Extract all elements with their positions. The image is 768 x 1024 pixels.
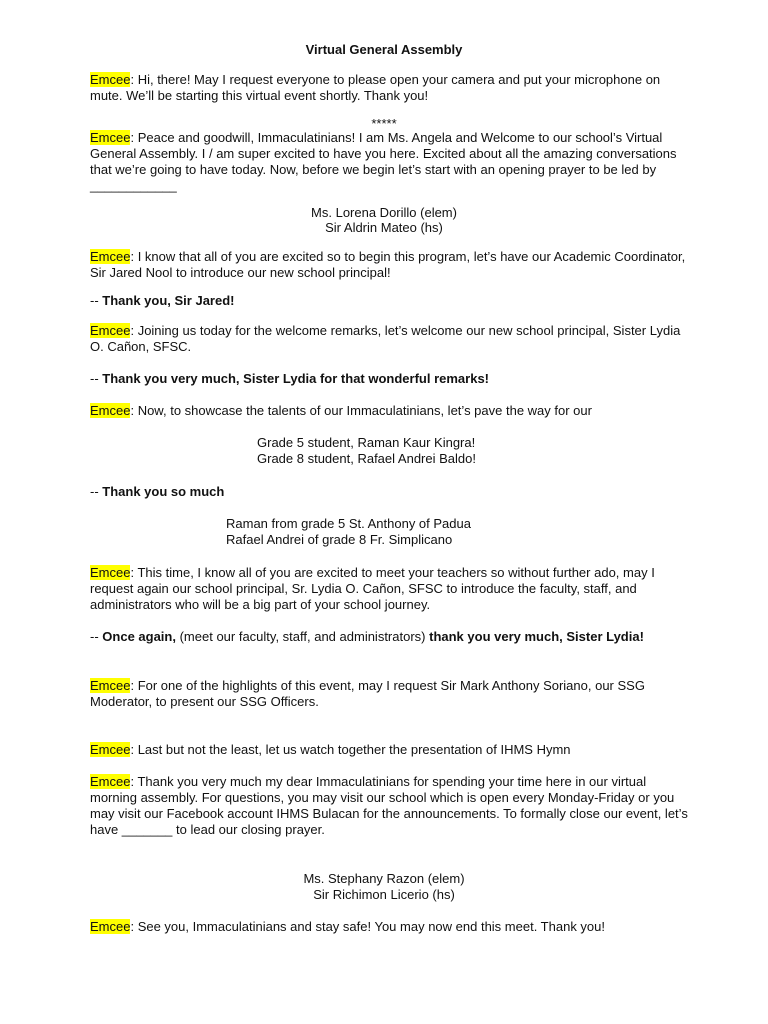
- paragraph-closing: [90, 774, 690, 838]
- prayer-leader-elem: Ms. Lorena Dorillo (elem): [311, 205, 457, 220]
- performer-thanks-raman: Raman from grade 5 St. Anthony of Padua: [226, 516, 471, 531]
- paragraph-text: : For one of the highlights of this event, may I request Sir Mark Anthony Soriano, our SSG Moderator, to present our SSG Officers.: [90, 678, 645, 709]
- paragraph-text: : I know that all of you are excited so to begin this program, let’s have our Academic Coordinator, Sir Jared Nool to introduce our new school principal!: [90, 249, 686, 280]
- thanks-line-faculty: [90, 629, 690, 645]
- paragraph-academic-coordinator: [90, 249, 690, 281]
- speaker-emcee: Emcee: [90, 323, 131, 338]
- paragraph-ssg-officers: [90, 678, 690, 710]
- paragraph-text: : Joining us today for the welcome remarks, let’s welcome our new school principal, Sister Lydia O. Cañon, SFSC.: [90, 323, 681, 354]
- paragraph-text: : Peace and goodwill, Immaculatinians! I am Ms. Angela and Welcome to our school’s Virtual General Assembly. I / am super excited to have you here. Excited about all the amazing conversations that we’re going to have today. Now, before we begin let’s start with an opening prayer to be led by ____________: [90, 130, 677, 193]
- thanks-text: Thank you very much, Sister Lydia for that wonderful remarks!: [102, 371, 490, 386]
- speaker-emcee: Emcee: [90, 565, 131, 580]
- dash-prefix: --: [90, 484, 103, 499]
- paragraph-welcome: [90, 130, 690, 194]
- thanks-line-lydia: [90, 371, 690, 387]
- thanks-line-jared: [90, 293, 690, 309]
- dash-prefix: --: [90, 629, 103, 644]
- speaker-emcee: Emcee: [90, 72, 131, 87]
- performer-grade8: Grade 8 student, Rafael Andrei Baldo!: [257, 451, 476, 466]
- paragraph-meet-teachers: [90, 565, 690, 613]
- thanks-bold-lydia: thank you very much, Sister Lydia!: [429, 629, 644, 644]
- thanks-bold-once-again: Once again,: [102, 629, 176, 644]
- speaker-emcee: Emcee: [90, 678, 131, 693]
- speaker-emcee: Emcee: [90, 774, 131, 789]
- performer-grade5: Grade 5 student, Raman Kaur Kingra!: [257, 435, 476, 450]
- paragraph-text: : See you, Immaculatinians and stay safe! You may now end this meet. Thank you!: [130, 919, 606, 934]
- paragraph-hymn: [90, 742, 690, 758]
- paragraph-text: : Last but not the least, let us watch together the presentation of IHMS Hymn: [130, 742, 571, 757]
- prayer-leader-hs: Sir Aldrin Mateo (hs): [325, 220, 443, 235]
- speaker-emcee: Emcee: [90, 742, 131, 757]
- thanks-text: Thank you so much: [102, 484, 225, 499]
- paragraph-text: : Now, to showcase the talents of our Immaculatinians, let’s pave the way for our: [130, 403, 592, 418]
- paragraph-text: : This time, I know all of you are excited to meet your teachers so without further ado, may I request again our school principal, Sr. Lydia O. Cañon, SFSC to introduce the faculty, staff, and administrators who will be a big part of your school journey.: [90, 565, 655, 612]
- paragraph-welcome-remarks: [90, 323, 690, 355]
- paragraph-talents: [90, 403, 690, 419]
- document-title: Virtual General Assembly: [305, 42, 463, 57]
- dash-prefix: --: [90, 371, 103, 386]
- speaker-emcee: Emcee: [90, 130, 131, 145]
- paragraph-farewell: [90, 919, 690, 935]
- dash-prefix: --: [90, 293, 103, 308]
- speaker-emcee: Emcee: [90, 249, 131, 264]
- thanks-line-performers: [90, 484, 690, 500]
- section-separator: *****: [371, 116, 397, 131]
- paragraph-text: : Thank you very much my dear Immaculatinians for spending your time here in our virtual morning assembly. For questions, you may visit our school which is open every Monday-Friday or you may visit our Facebook account IHMS Bulacan for the announcements. To formally close our event, let’s have _______ to lead our closing prayer.: [90, 774, 688, 837]
- paragraph-camera-request: [90, 72, 690, 104]
- closing-prayer-elem: Ms. Stephany Razon (elem): [303, 871, 465, 886]
- thanks-middle-text: (meet our faculty, staff, and administrators): [175, 629, 430, 644]
- thanks-text: Thank you, Sir Jared!: [102, 293, 235, 308]
- paragraph-text: : Hi, there! May I request everyone to please open your camera and put your microphone on mute. We’ll be starting this virtual event shortly. Thank you!: [90, 72, 661, 103]
- closing-prayer-hs: Sir Richimon Licerio (hs): [313, 887, 455, 902]
- performer-thanks-rafael: Rafael Andrei of grade 8 Fr. Simplicano: [226, 532, 453, 547]
- speaker-emcee: Emcee: [90, 403, 131, 418]
- speaker-emcee: Emcee: [90, 919, 131, 934]
